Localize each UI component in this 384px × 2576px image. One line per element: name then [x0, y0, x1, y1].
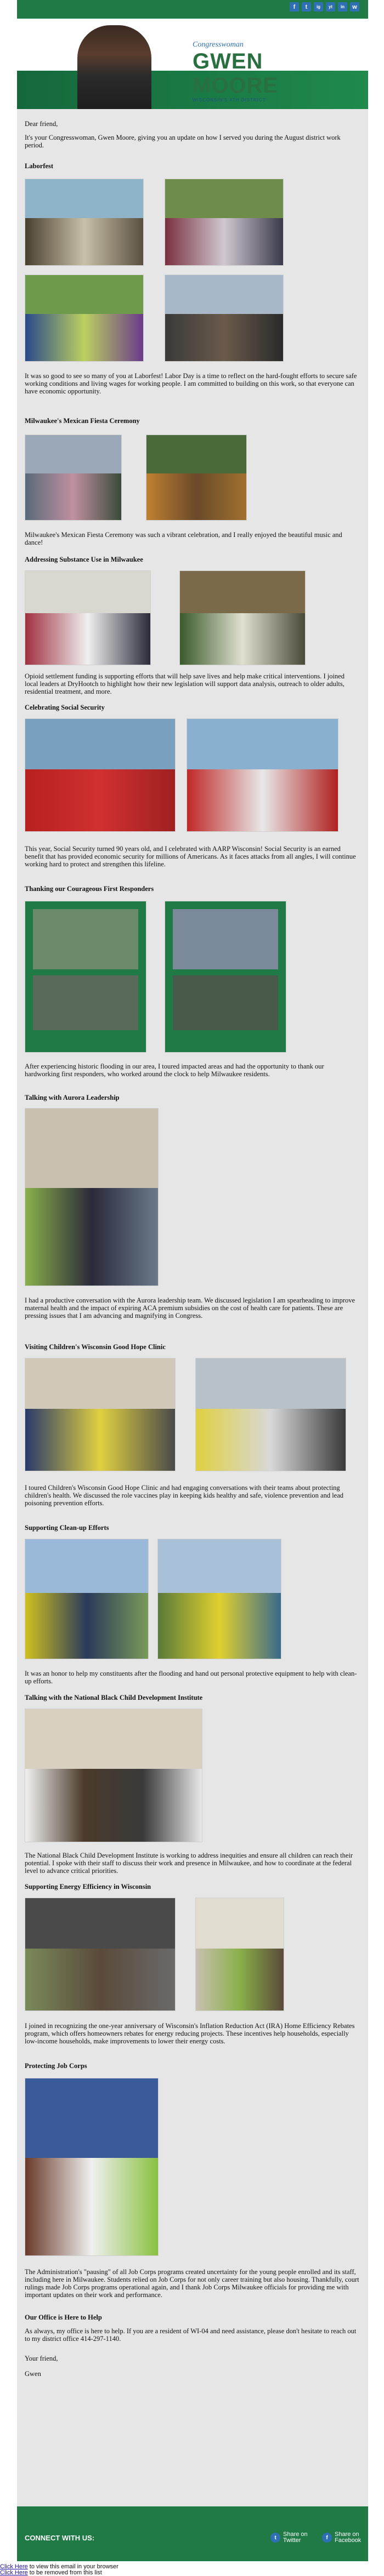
unsubscribe-text: to be removed from this list — [27, 2569, 102, 2576]
section-text: Milwaukee's Mexican Fiesta Ceremony was such a vibrant celebration, and I really enjoyed the beautiful music and dance! — [25, 531, 342, 546]
view-in-browser-text: to view this email in your browser — [27, 2563, 118, 2570]
photo-laborfest-3 — [25, 275, 144, 362]
photo-fiesta-1 — [25, 435, 122, 521]
closing: Your friend, — [25, 2355, 58, 2362]
header-banner — [17, 19, 368, 109]
website-icon[interactable]: w — [350, 2, 359, 12]
logo — [193, 41, 324, 102]
photo-energy-1 — [25, 1898, 176, 2011]
photo-cleanup-2 — [157, 1539, 281, 1659]
photo-job-corps — [25, 2078, 159, 2256]
congresswoman-portrait — [77, 25, 151, 109]
section-text: After experiencing historic flooding in our area, I toured impacted areas and had the opportunity to thank our hardworking first responders, who worked around the clock to help Milwaukee residents. — [25, 1063, 324, 1078]
photo-aurora — [25, 1108, 159, 1286]
photo-childrens-1 — [25, 1358, 176, 1471]
logo-name: GWEN MOORE — [193, 49, 279, 98]
section-heading: Supporting Clean-up Efforts — [25, 1524, 109, 1532]
youtube-icon[interactable]: yt — [326, 2, 335, 12]
photo-energy-2 — [195, 1898, 284, 2011]
email-body — [17, 109, 368, 2506]
share-facebook-button[interactable] — [322, 2532, 365, 2544]
section-heading: Addressing Substance Use in Milwaukee — [25, 556, 143, 563]
social-bar — [17, 0, 368, 19]
section-text: This year, Social Security turned 90 years old, and I celebrated with AARP Wisconsin! Social Security is an earned benefit that has provided economic security for millions of Americans. As it faces attacks from all angles, I will continue working hard to protect and strengthen this lifeline. — [25, 845, 356, 868]
twitter-icon: t — [270, 2533, 280, 2543]
photo-first-responders-1 — [25, 901, 146, 1053]
section-text: The Administration's "pausing" of all Job Corps programs created uncertainty for the young people enrolled and its staff, including here in Milwaukee. Students relied on Job Corps for not only career training but also housing. Thankfully, court rulings made Job Corps programs operational again, and I thank Job Corps Milwaukee officials for providing me with important updates on their work and performance. — [25, 2268, 359, 2299]
section-text: The National Black Child Development Institute is working to address inequities and ensure all children can reach their potential. I spoke with their staff to discuss their work and presence in Milwaukee, and how to coordinate at the federal level to advance critical priorities. — [25, 1852, 353, 1875]
photo-laborfest-1 — [25, 179, 144, 266]
section-heading: Supporting Energy Efficiency in Wisconsin — [25, 1883, 151, 1890]
section-heading: Talking with the National Black Child Development Institute — [25, 1694, 203, 1701]
section-text: As always, my office is here to help. If you are a resident of WI-04 and need assistance, please don't hesitate to reach out to my district office 414-297-1140. — [25, 2327, 357, 2343]
section-heading: Protecting Job Corps — [25, 2062, 87, 2070]
photo-social-security-2 — [187, 718, 338, 832]
photo-substance-1 — [25, 570, 151, 665]
photo-substance-2 — [179, 570, 306, 665]
facebook-icon: f — [322, 2533, 332, 2543]
unsubscribe-link[interactable]: Click Here — [0, 2569, 28, 2576]
section-text: I had a productive conversation with the Aurora leadership team. We discussed legislation I am spearheading to improve maternal health and the impact of expiring ACA premium subsidies on the cost of health care for patients. These are pressing issues that I am advancing and magnifying in Congress. — [25, 1296, 355, 1320]
photo-laborfest-4 — [165, 275, 284, 362]
facebook-icon[interactable]: f — [290, 2, 299, 12]
social-icons — [290, 2, 359, 12]
logo-small-text: Congresswoman — [193, 41, 244, 49]
unsubscribe-line — [0, 2570, 118, 2576]
photo-social-security-1 — [25, 718, 176, 832]
section-heading: Talking with Aurora Leadership — [25, 1094, 120, 1101]
photo-laborfest-2 — [165, 179, 284, 266]
greeting: Dear friend, — [25, 120, 58, 128]
share-facebook-label: Share on Facebook — [335, 2531, 362, 2544]
section-heading: Thanking our Courageous First Responders — [25, 885, 154, 893]
section-heading: Visiting Children's Wisconsin Good Hope Clinic — [25, 1343, 166, 1351]
intro-paragraph: It's your Congresswoman, Gwen Moore, giving you an update on how I served you during the August district work period. — [25, 134, 341, 149]
linkedin-icon[interactable]: in — [338, 2, 347, 12]
connect-title: CONNECT WITH US: — [25, 2534, 95, 2542]
share-twitter-button[interactable] — [270, 2532, 308, 2544]
photo-nbcdi — [25, 1709, 202, 1842]
share-twitter-label: Share on Twitter — [283, 2531, 308, 2544]
section-text: It was so good to see so many of you at Laborfest! Labor Day is a time to reflect on the hard-fought efforts to secure safe working conditions and living wages for working people. I am committed to building on this work, so that everyone can have economic opportunity. — [25, 372, 357, 395]
photo-first-responders-2 — [165, 901, 286, 1053]
bottom-links — [0, 2564, 118, 2576]
view-in-browser-link[interactable]: Click Here — [0, 2563, 28, 2570]
footer — [17, 2506, 368, 2561]
section-heading: Laborfest — [25, 162, 54, 170]
photo-cleanup-1 — [25, 1539, 149, 1659]
section-text: It was an honor to help my constituents after the flooding and hand out personal protective equipment to help with clean-up efforts. — [25, 1670, 357, 1685]
section-text: Opioid settlement funding is supporting efforts that will help save lives and help make critical interventions. I joined local leaders at DryHootch to highlight how their new legislation will support data analysis, outreach to older adults, residential treatment, and more. — [25, 672, 345, 695]
twitter-icon[interactable]: t — [302, 2, 311, 12]
signature: Gwen — [25, 2370, 41, 2378]
section-heading: Milwaukee's Mexican Fiesta Ceremony — [25, 417, 140, 425]
logo-tagline: WISCONSIN'S 4TH DISTRICT — [193, 98, 266, 102]
section-text: I joined in recognizing the one-year anniversary of Wisconsin's Inflation Reduction Act (IRA) Home Efficiency Rebates program, which offers homeowners rebates for energy reducing projects. These incentives help households, especially low-income households, make improvements to lower their energy costs. — [25, 2022, 355, 2045]
photo-fiesta-2 — [146, 435, 247, 521]
section-heading: Our Office is Here to Help — [25, 2314, 102, 2321]
section-text: I toured Children's Wisconsin Good Hope Clinic and had engaging conversations with their teams about protecting children's health. We discussed the role vaccines play in keeping kids healthy and safe, violence prevention and lead poisoning prevention efforts. — [25, 1484, 344, 1507]
photo-childrens-2 — [195, 1358, 346, 1471]
instagram-icon[interactable]: ig — [314, 2, 323, 12]
section-heading: Celebrating Social Security — [25, 704, 105, 711]
